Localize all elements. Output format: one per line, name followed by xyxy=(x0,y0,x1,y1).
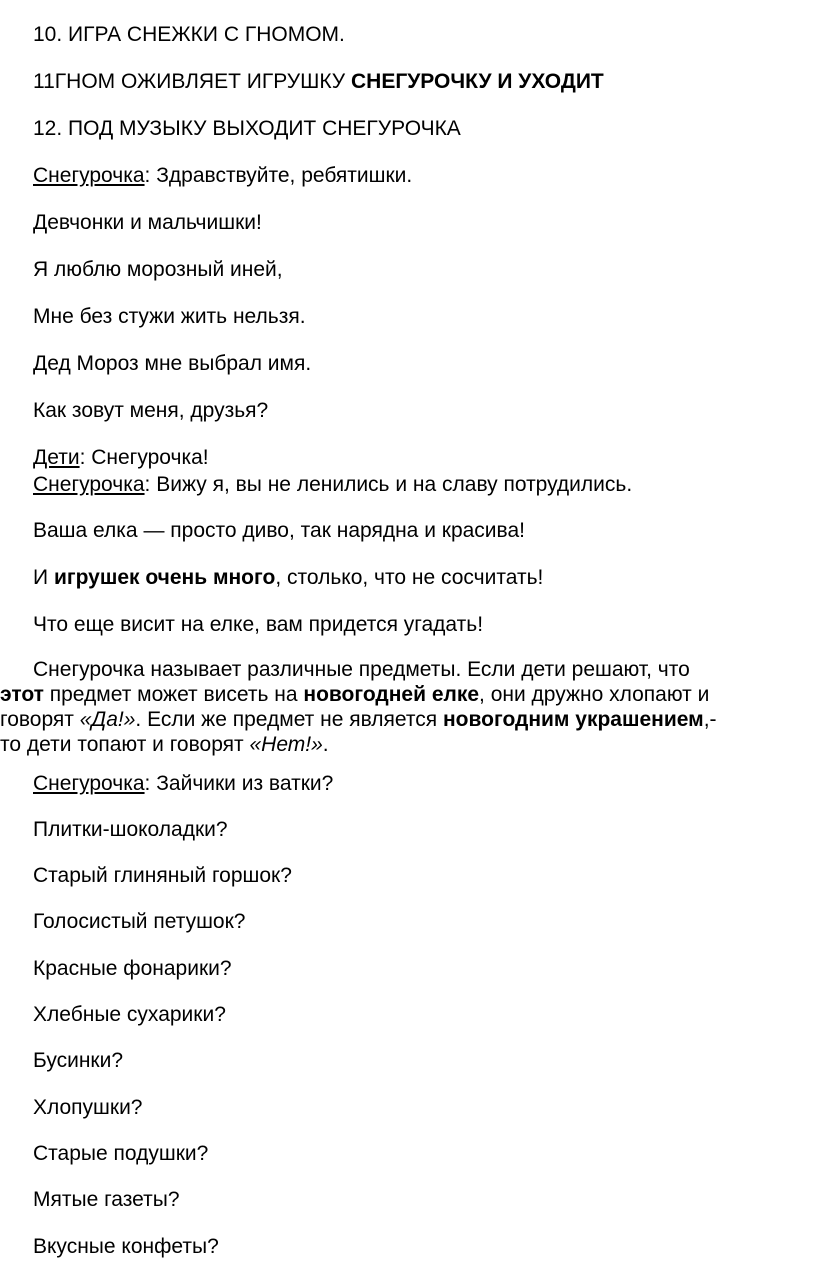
dialog-text: И xyxy=(33,566,54,589)
instruction-text: предмет может висеть на xyxy=(43,683,304,706)
dialog-line: Что еще висит на елке, вам придется угадать! xyxy=(33,613,484,636)
dialog-line: Мне без стужи жить нельзя. xyxy=(33,305,306,328)
instruction-line xyxy=(0,682,800,707)
riddle-line: Вкусные конфеты? xyxy=(33,1235,219,1258)
heading-gnome-revives xyxy=(33,69,604,94)
riddle-line: Красные фонарики? xyxy=(33,957,232,980)
riddle-line: Старый глиняный горшок? xyxy=(33,864,292,887)
heading-snow-maiden-enters: 12. ПОД МУЗЫКУ ВЫХОДИТ СНЕГУРОЧКА xyxy=(33,117,461,140)
speaker-name: Снегурочка xyxy=(33,164,145,187)
heading-gnome-revives-text: 11ГНОМ ОЖИВЛЯЕТ ИГРУШКУ xyxy=(33,70,351,93)
instruction-bold: этот xyxy=(0,683,44,706)
riddle-line: Хлопушки? xyxy=(33,1096,143,1119)
dialog-line xyxy=(33,445,209,470)
dialog-text: Здравствуйте, ребятишки. xyxy=(150,164,413,187)
instruction-text: . xyxy=(322,733,329,756)
instruction-bold: новогодним украшением xyxy=(443,708,704,731)
speaker-name: Дети xyxy=(33,446,80,469)
dialog-line xyxy=(33,771,333,796)
instruction-text: , они дружно хлопают и xyxy=(479,683,710,706)
dialog-text: Зайчики из ватки? xyxy=(150,772,334,795)
instruction-line xyxy=(0,732,800,757)
dialog-text: , столько, что не сосчитать! xyxy=(275,566,544,589)
riddle-line: Старые подушки? xyxy=(33,1142,209,1165)
dialog-line: Я люблю морозный иней, xyxy=(33,258,283,281)
instruction-bold: новогодней елке xyxy=(303,683,480,706)
dialog-line: Девчонки и мальчишки! xyxy=(33,211,262,234)
dialog-line: Дед Мороз мне выбрал имя. xyxy=(33,352,312,375)
dialog-line: Ваша елка — просто диво, так нарядна и красива! xyxy=(33,519,525,542)
instruction-line: Снегурочка называет различные предметы. Если дети решают, что xyxy=(33,658,690,681)
heading-gnome-revives-bold: СНЕГУРОЧКУ И УХОДИТ xyxy=(350,70,604,93)
dialog-line xyxy=(33,472,632,497)
dialog-line xyxy=(33,163,412,188)
instruction-line xyxy=(0,707,800,732)
riddle-line: Мятые газеты? xyxy=(33,1188,180,1211)
dialog-text: Вижу я, вы не ленились и на славу потрудились. xyxy=(150,473,633,496)
colon: : xyxy=(144,473,151,496)
dialog-line: Как зовут меня, друзья? xyxy=(33,399,269,422)
speaker-name: Снегурочка xyxy=(33,772,145,795)
dialog-line xyxy=(33,565,543,590)
riddle-line: Голосистый петушок? xyxy=(33,910,246,933)
instruction-text: говорят xyxy=(0,708,80,731)
colon: : xyxy=(79,446,86,469)
instruction-italic: «Да!» xyxy=(79,708,136,731)
riddle-line: Бусинки? xyxy=(33,1049,124,1072)
instruction-text: ,- xyxy=(703,708,717,731)
colon: : xyxy=(144,164,151,187)
heading-game-snowballs: 10. ИГРА СНЕЖКИ С ГНОМОМ. xyxy=(33,23,345,46)
colon: : xyxy=(144,772,151,795)
dialog-text-bold: игрушек очень много xyxy=(53,566,276,589)
instruction-paragraph xyxy=(0,657,800,757)
instruction-italic: «Нет!» xyxy=(249,733,323,756)
riddle-line: Хлебные сухарики? xyxy=(33,1003,226,1026)
instruction-text: то дети топают и говорят xyxy=(0,733,250,756)
dialog-text: Снегурочка! xyxy=(85,446,209,469)
speaker-name: Снегурочка xyxy=(33,473,145,496)
instruction-text: . Если же предмет не является xyxy=(135,708,443,731)
riddle-line: Плитки-шоколадки? xyxy=(33,818,228,841)
